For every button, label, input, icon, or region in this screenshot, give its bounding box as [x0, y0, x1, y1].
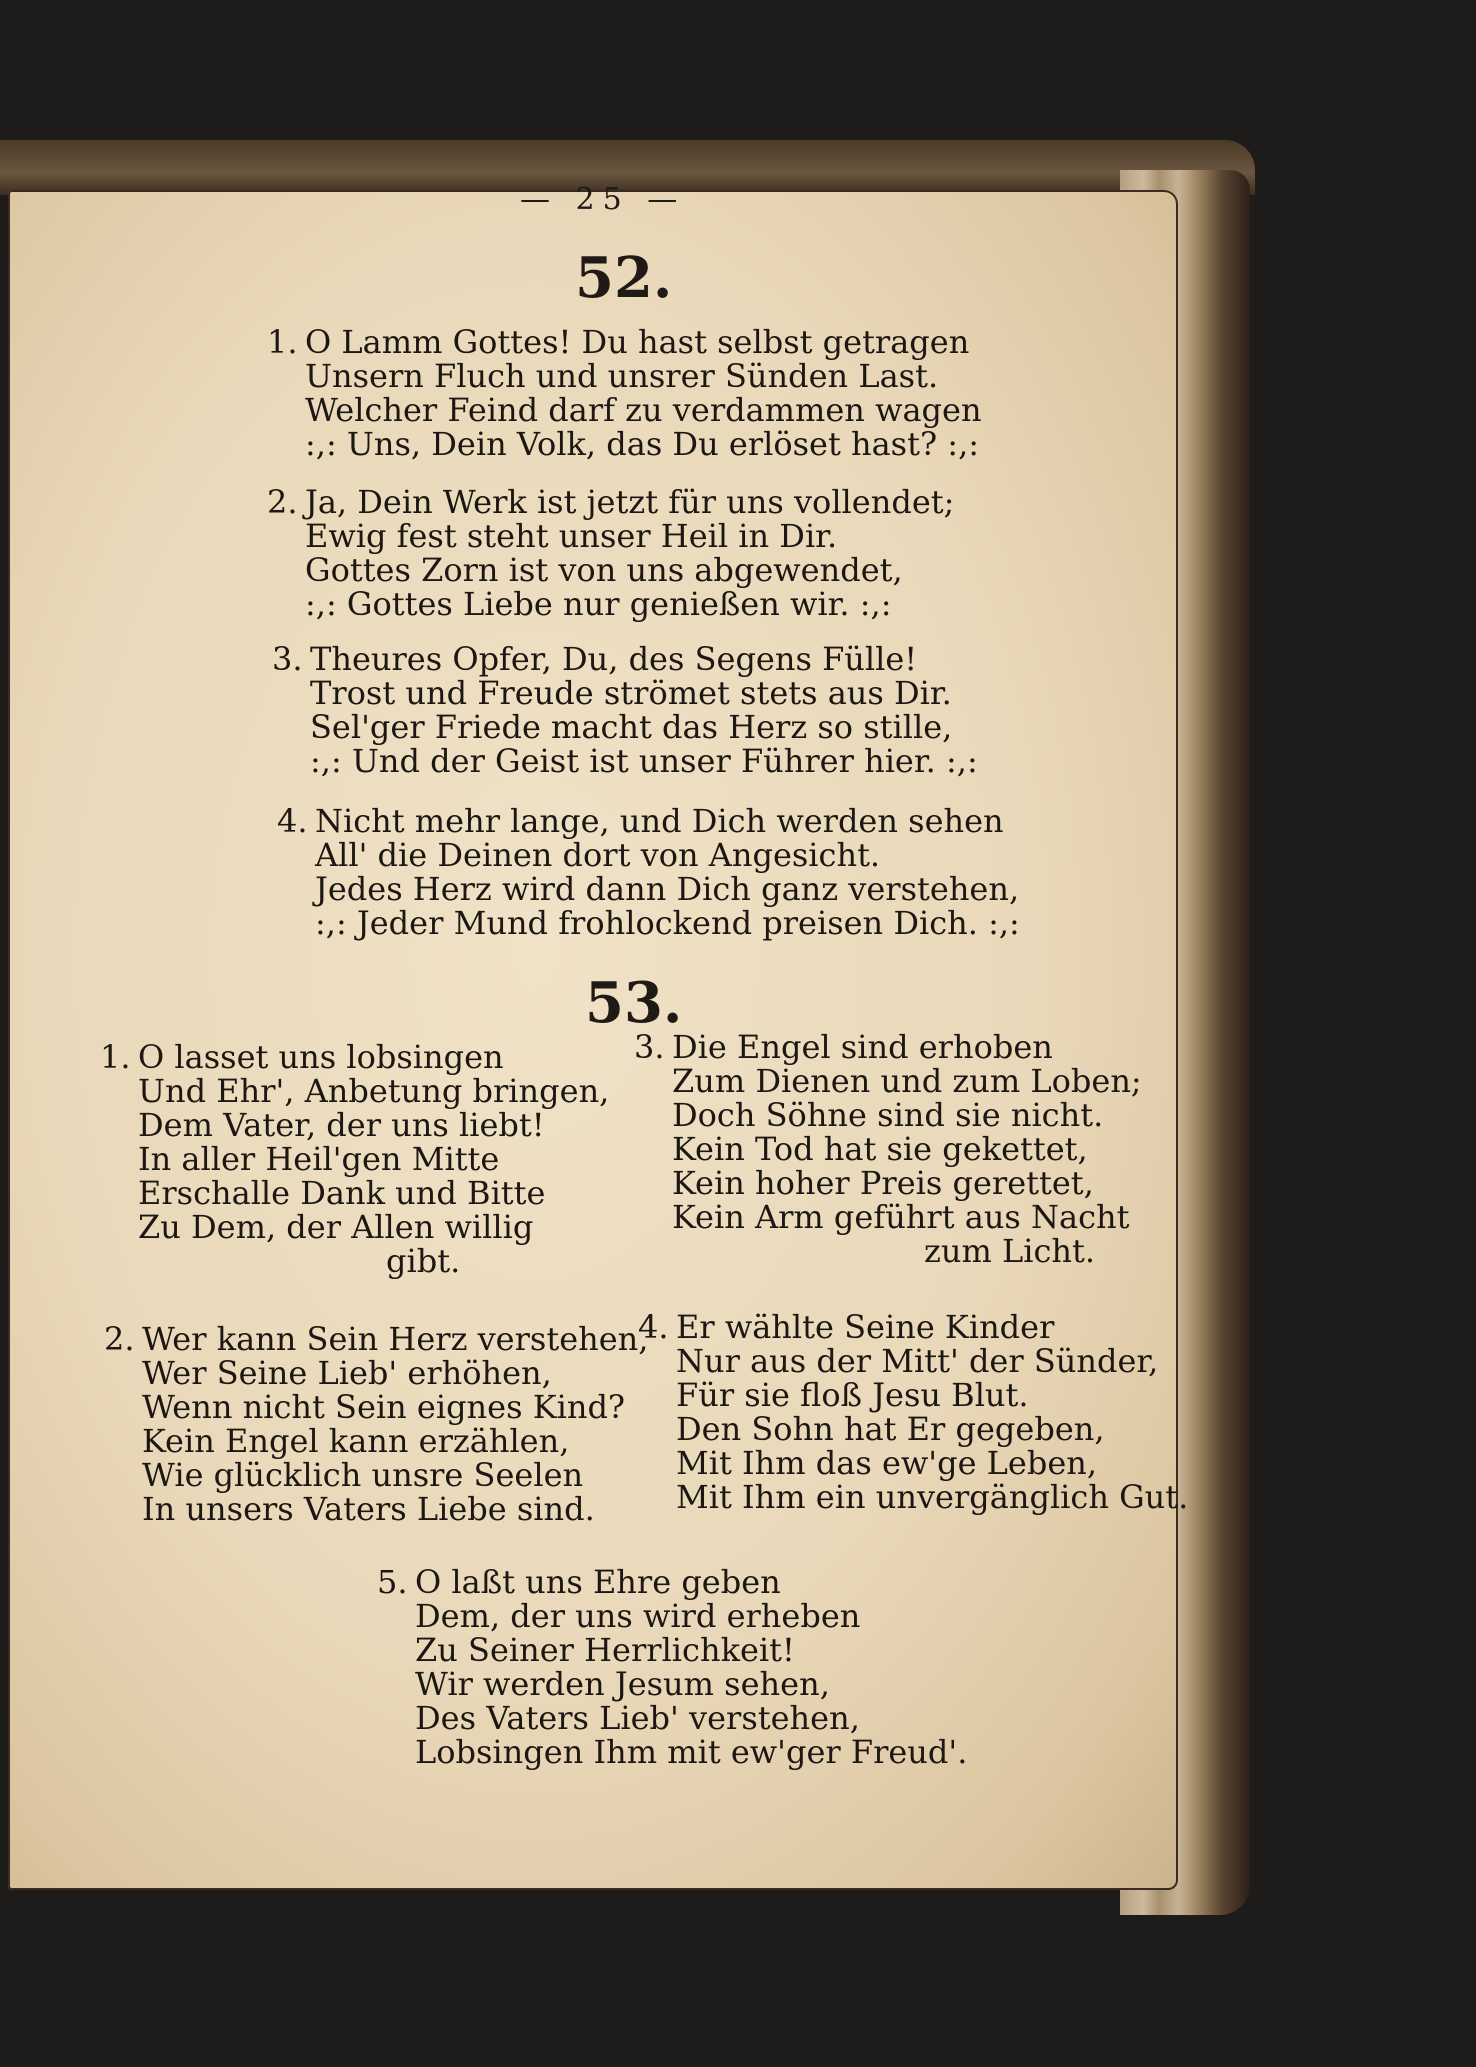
- verse-line: Mit Ihm ein unvergänglich Gut.: [676, 1478, 1189, 1516]
- verse-number: 4.: [277, 802, 308, 840]
- verse-line: O laßt uns Ehre geben: [415, 1563, 781, 1601]
- verse-line: :,: Uns, Dein Volk, das Du erlöset hast? :,:: [305, 425, 980, 463]
- verse-number: 2.: [267, 483, 298, 521]
- verse-line: Kein Engel kann erzählen,: [142, 1422, 570, 1460]
- verse-line: Kein Tod hat sie gekettet,: [672, 1130, 1088, 1168]
- verse-line: :,: Jeder Mund frohlockend preisen Dich. :,:: [315, 904, 1020, 942]
- verse-line: Unsern Fluch und unsrer Sünden Last.: [305, 357, 939, 395]
- verse-line: Den Sohn hat Er gegeben,: [676, 1410, 1105, 1448]
- verse-number: 4.: [638, 1308, 669, 1346]
- verse-number: 3.: [272, 640, 303, 678]
- verse-line: Für sie floß Jesu Blut.: [676, 1376, 1029, 1414]
- verse-line: Zum Dienen und zum Loben;: [672, 1062, 1142, 1100]
- verse-line: In aller Heil'gen Mitte: [138, 1140, 500, 1178]
- verse-line: Wer kann Sein Herz verstehen,: [142, 1320, 649, 1358]
- verse-line: Kein hoher Preis gerettet,: [672, 1164, 1094, 1202]
- hymn-52-verse-1: [267, 323, 982, 463]
- verse-line: Zu Seiner Herrlichkeit!: [415, 1631, 795, 1669]
- verse-line: Welcher Feind darf zu verdammen wagen: [305, 391, 982, 429]
- verse-line: Mit Ihm das ew'ge Leben,: [676, 1444, 1098, 1482]
- verse-number: 1.: [267, 323, 298, 361]
- verse-line: Nur aus der Mitt' der Sünder,: [676, 1342, 1159, 1380]
- verse-line: Kein Arm geführt aus Nacht: [672, 1198, 1130, 1236]
- verse-line: Zu Dem, der Allen willig: [138, 1208, 534, 1246]
- hymn-53-verse-3: [634, 1028, 1142, 1270]
- verse-line: Wie glücklich unsre Seelen: [142, 1456, 584, 1494]
- verse-line: Wenn nicht Sein eignes Kind?: [142, 1388, 626, 1426]
- verse-line: Sel'ger Friede macht das Herz so stille,: [310, 708, 953, 746]
- hymn-53-verse-2: [104, 1320, 649, 1528]
- verse-line: Dem Vater, der uns liebt!: [138, 1106, 545, 1144]
- hymn-number-52: 52.: [575, 245, 673, 311]
- hymn-53-verse-4: [638, 1308, 1189, 1516]
- verse-number: 5.: [377, 1563, 408, 1601]
- hymn-53-verse-5: [377, 1563, 968, 1771]
- verse-line: gibt.: [386, 1242, 461, 1280]
- verse-line: Doch Söhne sind sie nicht.: [672, 1096, 1104, 1134]
- verse-line: Nicht mehr lange, und Dich werden sehen: [315, 802, 1004, 840]
- verse-line: Wer Seine Lieb' erhöhen,: [142, 1354, 552, 1392]
- hymn-52-verse-2: [267, 483, 955, 623]
- verse-line: Und Ehr', Anbetung bringen,: [138, 1072, 610, 1110]
- verse-line: Lobsingen Ihm mit ew'ger Freud'.: [415, 1733, 968, 1771]
- hymn-number-53: 53.: [585, 970, 683, 1036]
- verse-line: :,: Und der Geist ist unser Führer hier. :,:: [310, 742, 978, 780]
- verse-number: 1.: [100, 1038, 131, 1076]
- hymn-52-verse-3: [272, 640, 978, 780]
- verse-line: Gottes Zorn ist von uns abgewendet,: [305, 551, 903, 589]
- verse-line: O Lamm Gottes! Du hast selbst getragen: [305, 323, 970, 361]
- verse-line: :,: Gottes Liebe nur genießen wir. :,:: [305, 585, 892, 623]
- verse-line: Des Vaters Lieb' verstehen,: [415, 1699, 860, 1737]
- verse-line: O lasset uns lobsingen: [138, 1038, 504, 1076]
- verse-line: All' die Deinen dort von Angesicht.: [315, 836, 881, 874]
- verse-line: Wir werden Jesum sehen,: [415, 1665, 830, 1703]
- verse-line: Die Engel sind erhoben: [672, 1028, 1053, 1066]
- verse-line: zum Licht.: [924, 1232, 1096, 1270]
- verse-line: Ewig fest steht unser Heil in Dir.: [305, 517, 838, 555]
- verse-line: In unsers Vaters Liebe sind.: [142, 1490, 595, 1528]
- page-number: — 25 —: [520, 182, 686, 217]
- verse-line: Jedes Herz wird dann Dich ganz verstehen,: [315, 870, 1020, 908]
- verse-line: Erschalle Dank und Bitte: [138, 1174, 546, 1212]
- verse-line: Er wählte Seine Kinder: [676, 1308, 1055, 1346]
- verse-line: Trost und Freude strömet stets aus Dir.: [310, 674, 952, 712]
- hymn-53-verse-1: [100, 1038, 610, 1280]
- verse-number: 2.: [104, 1320, 135, 1358]
- hymn-52-verse-4: [277, 802, 1020, 942]
- verse-line: Theures Opfer, Du, des Segens Fülle!: [310, 640, 918, 678]
- verse-number: 3.: [634, 1028, 665, 1066]
- verse-line: Dem, der uns wird erheben: [415, 1597, 861, 1635]
- verse-line: Ja, Dein Werk ist jetzt für uns vollendet;: [305, 483, 955, 521]
